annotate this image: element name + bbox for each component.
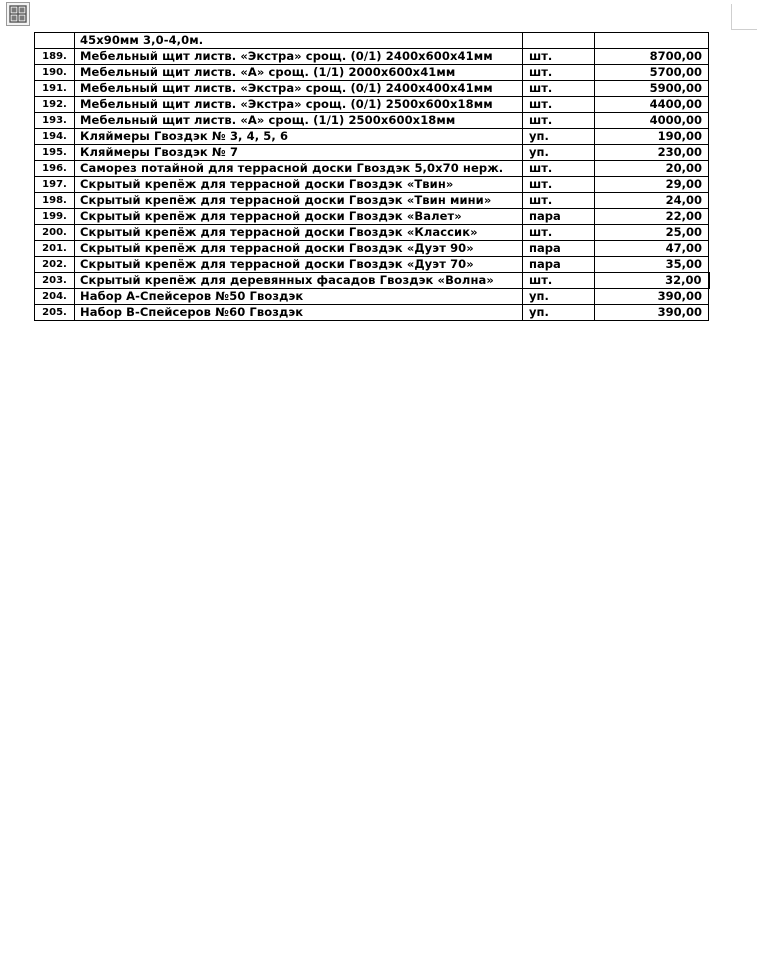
row-number-cell[interactable]: 190. (35, 65, 75, 81)
row-number-cell[interactable]: 193. (35, 113, 75, 129)
unit-cell[interactable]: уп. (523, 129, 595, 145)
price-cell[interactable]: 5700,00 (595, 65, 709, 81)
table-row (35, 129, 709, 145)
row-number-cell[interactable]: 196. (35, 161, 75, 177)
row-number-cell[interactable] (35, 33, 75, 49)
row-number-cell[interactable]: 204. (35, 289, 75, 305)
table-row (35, 177, 709, 193)
product-name-cell[interactable]: Набор В-Спейсеров №60 Гвоздэк (75, 305, 523, 321)
product-name-cell[interactable]: Саморез потайной для террасной доски Гвоздэк 5,0х70 нерж. (75, 161, 523, 177)
page-corner-mark (731, 4, 757, 30)
unit-cell[interactable]: шт. (523, 113, 595, 129)
price-cell[interactable]: 24,00 (595, 193, 709, 209)
product-name-cell[interactable]: Скрытый крепёж для террасной доски Гвоздэк «Дуэт 90» (75, 241, 523, 257)
price-table-body (35, 33, 709, 321)
price-cell[interactable]: 4400,00 (595, 97, 709, 113)
table-row (35, 161, 709, 177)
price-cell[interactable]: 22,00 (595, 209, 709, 225)
product-name-cell[interactable]: 45х90мм 3,0-4,0м. (75, 33, 523, 49)
unit-cell[interactable]: уп. (523, 289, 595, 305)
product-name-cell[interactable]: Скрытый крепёж для террасной доски Гвоздэк «Дуэт 70» (75, 257, 523, 273)
unit-cell[interactable]: шт. (523, 193, 595, 209)
row-number-cell[interactable]: 194. (35, 129, 75, 145)
product-name-cell[interactable]: Скрытый крепёж для террасной доски Гвоздэк «Классик» (75, 225, 523, 241)
unit-cell[interactable]: шт. (523, 81, 595, 97)
product-name-cell[interactable]: Мебельный щит листв. «Экстра» срощ. (0/1) 2500х600х18мм (75, 97, 523, 113)
table-row (35, 65, 709, 81)
table-row (35, 193, 709, 209)
product-name-cell[interactable]: Мебельный щит листв. «А» срощ. (1/1) 2000х600х41мм (75, 65, 523, 81)
price-table (34, 32, 710, 321)
unit-cell[interactable]: шт. (523, 97, 595, 113)
row-number-cell[interactable]: 201. (35, 241, 75, 257)
unit-cell[interactable]: пара (523, 241, 595, 257)
row-number-cell[interactable]: 199. (35, 209, 75, 225)
price-cell[interactable]: 25,00 (595, 225, 709, 241)
table-row (35, 273, 709, 289)
row-number-cell[interactable]: 203. (35, 273, 75, 289)
table-row (35, 209, 709, 225)
table-row (35, 225, 709, 241)
unit-cell[interactable]: шт. (523, 161, 595, 177)
product-name-cell[interactable]: Набор А-Спейсеров №50 Гвоздэк (75, 289, 523, 305)
product-name-cell[interactable]: Скрытый крепёж для деревянных фасадов Гвоздэк «Волна» (75, 273, 523, 289)
unit-cell[interactable]: пара (523, 209, 595, 225)
product-name-cell[interactable]: Скрытый крепёж для террасной доски Гвоздэк «Твин» (75, 177, 523, 193)
price-cell[interactable]: 8700,00 (595, 49, 709, 65)
table-row (35, 49, 709, 65)
row-number-cell[interactable]: 189. (35, 49, 75, 65)
table-row (35, 145, 709, 161)
product-name-cell[interactable]: Кляймеры Гвоздэк № 7 (75, 145, 523, 161)
price-cell[interactable]: 29,00 (595, 177, 709, 193)
price-cell[interactable]: 4000,00 (595, 113, 709, 129)
price-cell[interactable] (595, 33, 709, 49)
row-number-cell[interactable]: 195. (35, 145, 75, 161)
price-cell[interactable]: 32,00 (595, 273, 709, 289)
unit-cell[interactable]: уп. (523, 305, 595, 321)
table-row (35, 113, 709, 129)
table-row (35, 305, 709, 321)
price-cell[interactable]: 5900,00 (595, 81, 709, 97)
product-name-cell[interactable]: Кляймеры Гвоздэк № 3, 4, 5, 6 (75, 129, 523, 145)
price-cell[interactable]: 20,00 (595, 161, 709, 177)
row-number-cell[interactable]: 198. (35, 193, 75, 209)
table-row (35, 257, 709, 273)
price-cell[interactable]: 190,00 (595, 129, 709, 145)
unit-cell[interactable] (523, 33, 595, 49)
product-name-cell[interactable]: Мебельный щит листв. «А» срощ. (1/1) 2500х600х18мм (75, 113, 523, 129)
product-name-cell[interactable]: Мебельный щит листв. «Экстра» срощ. (0/1) 2400х400х41мм (75, 81, 523, 97)
product-name-cell[interactable]: Скрытый крепёж для террасной доски Гвоздэк «Валет» (75, 209, 523, 225)
table-row (35, 289, 709, 305)
price-cell[interactable]: 390,00 (595, 289, 709, 305)
price-cell[interactable]: 230,00 (595, 145, 709, 161)
row-number-cell[interactable]: 197. (35, 177, 75, 193)
unit-cell[interactable]: шт. (523, 65, 595, 81)
unit-cell[interactable]: шт. (523, 49, 595, 65)
table-move-handle-icon[interactable] (6, 2, 30, 26)
row-number-cell[interactable]: 191. (35, 81, 75, 97)
unit-cell[interactable]: шт. (523, 177, 595, 193)
unit-cell[interactable]: шт. (523, 225, 595, 241)
unit-cell[interactable]: шт. (523, 273, 595, 289)
table-row-continuation (35, 33, 709, 49)
unit-cell[interactable]: пара (523, 257, 595, 273)
price-cell[interactable]: 390,00 (595, 305, 709, 321)
row-number-cell[interactable]: 205. (35, 305, 75, 321)
table-row (35, 241, 709, 257)
product-name-cell[interactable]: Скрытый крепёж для террасной доски Гвоздэк «Твин мини» (75, 193, 523, 209)
table-row (35, 81, 709, 97)
price-cell[interactable]: 47,00 (595, 241, 709, 257)
product-name-cell[interactable]: Мебельный щит листв. «Экстра» срощ. (0/1) 2400х600х41мм (75, 49, 523, 65)
row-number-cell[interactable]: 200. (35, 225, 75, 241)
table-row (35, 97, 709, 113)
row-number-cell[interactable]: 192. (35, 97, 75, 113)
unit-cell[interactable]: уп. (523, 145, 595, 161)
row-number-cell[interactable]: 202. (35, 257, 75, 273)
price-cell[interactable]: 35,00 (595, 257, 709, 273)
